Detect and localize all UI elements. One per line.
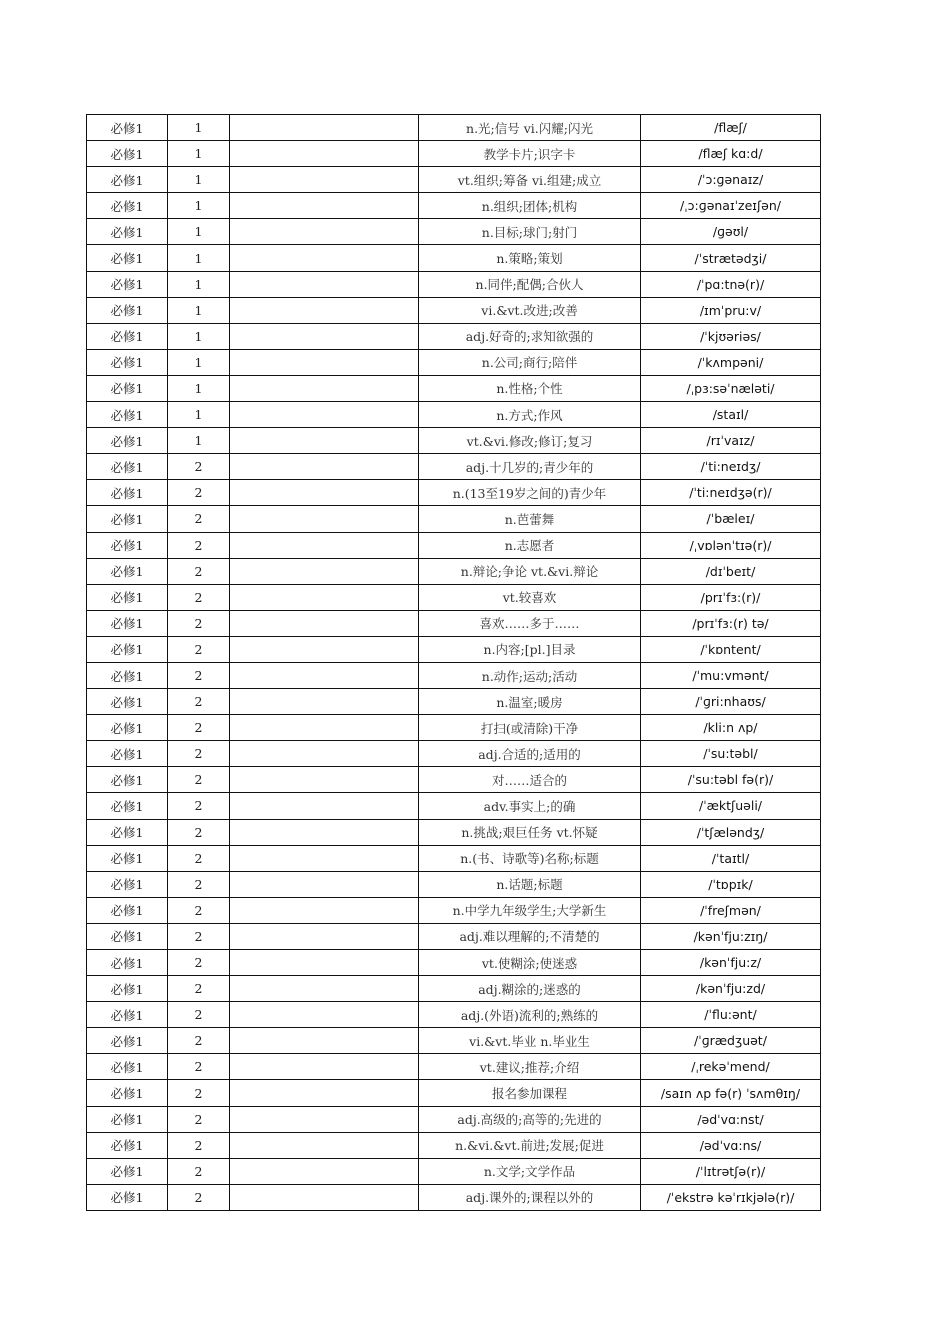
unit-cell: 2 bbox=[168, 793, 230, 819]
unit-cell: 2 bbox=[168, 976, 230, 1002]
vocabulary-table-body bbox=[87, 115, 821, 1211]
book-cell: 必修1 bbox=[87, 1002, 168, 1028]
book-cell: 必修1 bbox=[87, 349, 168, 375]
word-cell bbox=[230, 141, 419, 167]
word-cell bbox=[230, 897, 419, 923]
unit-cell: 2 bbox=[168, 897, 230, 923]
table-row bbox=[87, 1080, 821, 1106]
book-cell: 必修1 bbox=[87, 871, 168, 897]
phonetic-cell: /ˈɡrædʒuət/ bbox=[641, 1028, 821, 1054]
table-row bbox=[87, 1158, 821, 1184]
phonetic-cell: /ˈkɒntent/ bbox=[641, 636, 821, 662]
word-cell bbox=[230, 1028, 419, 1054]
table-row bbox=[87, 767, 821, 793]
meaning-cell: n.性格;个性 bbox=[419, 375, 641, 401]
book-cell: 必修1 bbox=[87, 689, 168, 715]
meaning-cell: n.内容;[pl.]目录 bbox=[419, 636, 641, 662]
meaning-cell: n.目标;球门;射门 bbox=[419, 219, 641, 245]
book-cell: 必修1 bbox=[87, 584, 168, 610]
meaning-cell: 对……适合的 bbox=[419, 767, 641, 793]
book-cell: 必修1 bbox=[87, 323, 168, 349]
meaning-cell: n.话题;标题 bbox=[419, 871, 641, 897]
phonetic-cell: /ˈsu:təbl/ bbox=[641, 741, 821, 767]
book-cell: 必修1 bbox=[87, 636, 168, 662]
book-cell: 必修1 bbox=[87, 1158, 168, 1184]
table-row bbox=[87, 271, 821, 297]
table-row bbox=[87, 662, 821, 688]
unit-cell: 2 bbox=[168, 636, 230, 662]
table-row bbox=[87, 297, 821, 323]
book-cell: 必修1 bbox=[87, 141, 168, 167]
phonetic-cell: /ˈtaɪtl/ bbox=[641, 845, 821, 871]
word-cell bbox=[230, 428, 419, 454]
word-cell bbox=[230, 297, 419, 323]
unit-cell: 2 bbox=[168, 506, 230, 532]
vocabulary-table bbox=[86, 114, 821, 1211]
phonetic-cell: /ˈti:neɪdʒə(r)/ bbox=[641, 480, 821, 506]
phonetic-cell: /saɪn ʌp fə(r) ˈsʌmθɪŋ/ bbox=[641, 1080, 821, 1106]
meaning-cell: adj.难以理解的;不清楚的 bbox=[419, 923, 641, 949]
meaning-cell: n.芭蕾舞 bbox=[419, 506, 641, 532]
unit-cell: 1 bbox=[168, 402, 230, 428]
book-cell: 必修1 bbox=[87, 976, 168, 1002]
unit-cell: 2 bbox=[168, 532, 230, 558]
meaning-cell: adj.十几岁的;青少年的 bbox=[419, 454, 641, 480]
phonetic-cell: /kənˈfju:zd/ bbox=[641, 976, 821, 1002]
meaning-cell: 教学卡片;识字卡 bbox=[419, 141, 641, 167]
meaning-cell: n.光;信号 vi.闪耀;闪光 bbox=[419, 115, 641, 141]
unit-cell: 2 bbox=[168, 558, 230, 584]
table-row bbox=[87, 793, 821, 819]
book-cell: 必修1 bbox=[87, 610, 168, 636]
unit-cell: 2 bbox=[168, 610, 230, 636]
unit-cell: 1 bbox=[168, 297, 230, 323]
unit-cell: 2 bbox=[168, 1080, 230, 1106]
word-cell bbox=[230, 1106, 419, 1132]
unit-cell: 2 bbox=[168, 1184, 230, 1210]
table-row bbox=[87, 715, 821, 741]
phonetic-cell: /ˈtɒpɪk/ bbox=[641, 871, 821, 897]
table-row bbox=[87, 897, 821, 923]
table-row bbox=[87, 323, 821, 349]
phonetic-cell: /ˌvɒlənˈtɪə(r)/ bbox=[641, 532, 821, 558]
meaning-cell: adj.合适的;适用的 bbox=[419, 741, 641, 767]
unit-cell: 2 bbox=[168, 1106, 230, 1132]
phonetic-cell: /ˈfreʃmən/ bbox=[641, 897, 821, 923]
phonetic-cell: /flæʃ/ bbox=[641, 115, 821, 141]
book-cell: 必修1 bbox=[87, 167, 168, 193]
word-cell bbox=[230, 1158, 419, 1184]
phonetic-cell: /ˈtʃæləndʒ/ bbox=[641, 819, 821, 845]
table-row bbox=[87, 1028, 821, 1054]
phonetic-cell: /ˈkjʊəriəs/ bbox=[641, 323, 821, 349]
meaning-cell: n.动作;运动;活动 bbox=[419, 662, 641, 688]
phonetic-cell: /staɪl/ bbox=[641, 402, 821, 428]
phonetic-cell: /ˈmu:vmənt/ bbox=[641, 662, 821, 688]
table-row bbox=[87, 558, 821, 584]
word-cell bbox=[230, 1132, 419, 1158]
table-row bbox=[87, 454, 821, 480]
word-cell bbox=[230, 375, 419, 401]
table-row bbox=[87, 1184, 821, 1210]
meaning-cell: n.辩论;争论 vt.&vi.辩论 bbox=[419, 558, 641, 584]
book-cell: 必修1 bbox=[87, 741, 168, 767]
book-cell: 必修1 bbox=[87, 793, 168, 819]
unit-cell: 1 bbox=[168, 141, 230, 167]
book-cell: 必修1 bbox=[87, 115, 168, 141]
phonetic-cell: /kənˈfju:z/ bbox=[641, 950, 821, 976]
table-row bbox=[87, 375, 821, 401]
unit-cell: 1 bbox=[168, 219, 230, 245]
table-row bbox=[87, 480, 821, 506]
phonetic-cell: /prɪˈfɜ:(r)/ bbox=[641, 584, 821, 610]
book-cell: 必修1 bbox=[87, 1106, 168, 1132]
book-cell: 必修1 bbox=[87, 897, 168, 923]
phonetic-cell: /ədˈvɑ:ns/ bbox=[641, 1132, 821, 1158]
unit-cell: 2 bbox=[168, 871, 230, 897]
table-row bbox=[87, 741, 821, 767]
table-row bbox=[87, 1002, 821, 1028]
unit-cell: 1 bbox=[168, 375, 230, 401]
book-cell: 必修1 bbox=[87, 454, 168, 480]
table-row bbox=[87, 950, 821, 976]
book-cell: 必修1 bbox=[87, 245, 168, 271]
word-cell bbox=[230, 845, 419, 871]
phonetic-cell: /ˈsu:təbl fə(r)/ bbox=[641, 767, 821, 793]
phonetic-cell: /ɪmˈpru:v/ bbox=[641, 297, 821, 323]
table-row bbox=[87, 428, 821, 454]
unit-cell: 2 bbox=[168, 689, 230, 715]
meaning-cell: vt.使糊涂;使迷惑 bbox=[419, 950, 641, 976]
unit-cell: 1 bbox=[168, 167, 230, 193]
word-cell bbox=[230, 793, 419, 819]
meaning-cell: n.(13至19岁之间的)青少年 bbox=[419, 480, 641, 506]
table-row bbox=[87, 1132, 821, 1158]
meaning-cell: n.组织;团体;机构 bbox=[419, 193, 641, 219]
phonetic-cell: /flæʃ kɑ:d/ bbox=[641, 141, 821, 167]
table-row bbox=[87, 923, 821, 949]
unit-cell: 1 bbox=[168, 349, 230, 375]
phonetic-cell: /kli:n ʌp/ bbox=[641, 715, 821, 741]
phonetic-cell: /ədˈvɑ:nst/ bbox=[641, 1106, 821, 1132]
word-cell bbox=[230, 558, 419, 584]
word-cell bbox=[230, 454, 419, 480]
book-cell: 必修1 bbox=[87, 923, 168, 949]
table-row bbox=[87, 193, 821, 219]
meaning-cell: n.(书、诗歌等)名称;标题 bbox=[419, 845, 641, 871]
unit-cell: 1 bbox=[168, 323, 230, 349]
unit-cell: 2 bbox=[168, 1132, 230, 1158]
table-row bbox=[87, 689, 821, 715]
phonetic-cell: /ˌrekəˈmend/ bbox=[641, 1054, 821, 1080]
table-row bbox=[87, 115, 821, 141]
word-cell bbox=[230, 349, 419, 375]
word-cell bbox=[230, 1080, 419, 1106]
meaning-cell: vt.建议;推荐;介绍 bbox=[419, 1054, 641, 1080]
book-cell: 必修1 bbox=[87, 1054, 168, 1080]
table-row bbox=[87, 819, 821, 845]
unit-cell: 2 bbox=[168, 950, 230, 976]
meaning-cell: n.方式;作风 bbox=[419, 402, 641, 428]
word-cell bbox=[230, 219, 419, 245]
phonetic-cell: /ˈekstrə kəˈrɪkjələ(r)/ bbox=[641, 1184, 821, 1210]
unit-cell: 1 bbox=[168, 115, 230, 141]
word-cell bbox=[230, 1002, 419, 1028]
word-cell bbox=[230, 323, 419, 349]
meaning-cell: vt.较喜欢 bbox=[419, 584, 641, 610]
table-row bbox=[87, 141, 821, 167]
phonetic-cell: /ˈbæleɪ/ bbox=[641, 506, 821, 532]
word-cell bbox=[230, 741, 419, 767]
book-cell: 必修1 bbox=[87, 375, 168, 401]
meaning-cell: 打扫(或清除)干净 bbox=[419, 715, 641, 741]
table-row bbox=[87, 402, 821, 428]
word-cell bbox=[230, 767, 419, 793]
unit-cell: 1 bbox=[168, 245, 230, 271]
word-cell bbox=[230, 245, 419, 271]
book-cell: 必修1 bbox=[87, 558, 168, 584]
unit-cell: 2 bbox=[168, 741, 230, 767]
word-cell bbox=[230, 950, 419, 976]
book-cell: 必修1 bbox=[87, 715, 168, 741]
meaning-cell: n.挑战;艰巨任务 vt.怀疑 bbox=[419, 819, 641, 845]
phonetic-cell: /ˈflu:ənt/ bbox=[641, 1002, 821, 1028]
meaning-cell: vi.&vt.毕业 n.毕业生 bbox=[419, 1028, 641, 1054]
meaning-cell: n.志愿者 bbox=[419, 532, 641, 558]
phonetic-cell: /ˌpɜ:səˈnæləti/ bbox=[641, 375, 821, 401]
word-cell bbox=[230, 976, 419, 1002]
word-cell bbox=[230, 167, 419, 193]
word-cell bbox=[230, 271, 419, 297]
meaning-cell: adj.好奇的;求知欲强的 bbox=[419, 323, 641, 349]
meaning-cell: 报名参加课程 bbox=[419, 1080, 641, 1106]
word-cell bbox=[230, 715, 419, 741]
meaning-cell: vi.&vt.改进;改善 bbox=[419, 297, 641, 323]
phonetic-cell: /ˈlɪtrətʃə(r)/ bbox=[641, 1158, 821, 1184]
table-row bbox=[87, 532, 821, 558]
book-cell: 必修1 bbox=[87, 532, 168, 558]
phonetic-cell: /ˈkʌmpəni/ bbox=[641, 349, 821, 375]
unit-cell: 2 bbox=[168, 662, 230, 688]
book-cell: 必修1 bbox=[87, 1028, 168, 1054]
table-row bbox=[87, 349, 821, 375]
meaning-cell: adj.糊涂的;迷惑的 bbox=[419, 976, 641, 1002]
phonetic-cell: /ˌɔ:ɡənaɪˈzeɪʃən/ bbox=[641, 193, 821, 219]
unit-cell: 2 bbox=[168, 1002, 230, 1028]
unit-cell: 2 bbox=[168, 1028, 230, 1054]
word-cell bbox=[230, 636, 419, 662]
table-row bbox=[87, 871, 821, 897]
book-cell: 必修1 bbox=[87, 1080, 168, 1106]
unit-cell: 1 bbox=[168, 193, 230, 219]
phonetic-cell: /ɡəʊl/ bbox=[641, 219, 821, 245]
book-cell: 必修1 bbox=[87, 428, 168, 454]
meaning-cell: n.公司;商行;陪伴 bbox=[419, 349, 641, 375]
word-cell bbox=[230, 689, 419, 715]
unit-cell: 2 bbox=[168, 480, 230, 506]
book-cell: 必修1 bbox=[87, 1132, 168, 1158]
word-cell bbox=[230, 1184, 419, 1210]
unit-cell: 2 bbox=[168, 1054, 230, 1080]
meaning-cell: adj.(外语)流利的;熟练的 bbox=[419, 1002, 641, 1028]
table-row bbox=[87, 845, 821, 871]
unit-cell: 2 bbox=[168, 767, 230, 793]
unit-cell: 2 bbox=[168, 454, 230, 480]
book-cell: 必修1 bbox=[87, 662, 168, 688]
word-cell bbox=[230, 584, 419, 610]
phonetic-cell: /ˈti:neɪdʒ/ bbox=[641, 454, 821, 480]
phonetic-cell: /kənˈfju:zɪŋ/ bbox=[641, 923, 821, 949]
phonetic-cell: /ˈɡri:nhaʊs/ bbox=[641, 689, 821, 715]
book-cell: 必修1 bbox=[87, 506, 168, 532]
unit-cell: 2 bbox=[168, 584, 230, 610]
word-cell bbox=[230, 819, 419, 845]
word-cell bbox=[230, 662, 419, 688]
book-cell: 必修1 bbox=[87, 1184, 168, 1210]
phonetic-cell: /ˈɔ:ɡənaɪz/ bbox=[641, 167, 821, 193]
book-cell: 必修1 bbox=[87, 767, 168, 793]
meaning-cell: n.同伴;配偶;合伙人 bbox=[419, 271, 641, 297]
word-cell bbox=[230, 610, 419, 636]
table-row bbox=[87, 976, 821, 1002]
table-row bbox=[87, 245, 821, 271]
unit-cell: 1 bbox=[168, 271, 230, 297]
unit-cell: 2 bbox=[168, 923, 230, 949]
meaning-cell: n.温室;暖房 bbox=[419, 689, 641, 715]
table-row bbox=[87, 1054, 821, 1080]
book-cell: 必修1 bbox=[87, 219, 168, 245]
unit-cell: 2 bbox=[168, 1158, 230, 1184]
word-cell bbox=[230, 506, 419, 532]
meaning-cell: adj.高级的;高等的;先进的 bbox=[419, 1106, 641, 1132]
word-cell bbox=[230, 871, 419, 897]
unit-cell: 2 bbox=[168, 819, 230, 845]
word-cell bbox=[230, 115, 419, 141]
meaning-cell: vt.组织;筹备 vi.组建;成立 bbox=[419, 167, 641, 193]
table-row bbox=[87, 506, 821, 532]
unit-cell: 2 bbox=[168, 845, 230, 871]
word-cell bbox=[230, 193, 419, 219]
phonetic-cell: /ˈæktʃuəli/ bbox=[641, 793, 821, 819]
phonetic-cell: /ˈstrætədʒi/ bbox=[641, 245, 821, 271]
table-row bbox=[87, 219, 821, 245]
word-cell bbox=[230, 402, 419, 428]
table-row bbox=[87, 584, 821, 610]
word-cell bbox=[230, 532, 419, 558]
book-cell: 必修1 bbox=[87, 480, 168, 506]
meaning-cell: adj.课外的;课程以外的 bbox=[419, 1184, 641, 1210]
word-cell bbox=[230, 480, 419, 506]
meaning-cell: n.策略;策划 bbox=[419, 245, 641, 271]
meaning-cell: adv.事实上;的确 bbox=[419, 793, 641, 819]
meaning-cell: n.文学;文学作品 bbox=[419, 1158, 641, 1184]
unit-cell: 2 bbox=[168, 715, 230, 741]
phonetic-cell: /rɪˈvaɪz/ bbox=[641, 428, 821, 454]
meaning-cell: 喜欢……多于…… bbox=[419, 610, 641, 636]
phonetic-cell: /dɪˈbeɪt/ bbox=[641, 558, 821, 584]
book-cell: 必修1 bbox=[87, 297, 168, 323]
book-cell: 必修1 bbox=[87, 845, 168, 871]
meaning-cell: n.&vi.&vt.前进;发展;促进 bbox=[419, 1132, 641, 1158]
phonetic-cell: /prɪˈfɜ:(r) tə/ bbox=[641, 610, 821, 636]
table-row bbox=[87, 167, 821, 193]
table-row bbox=[87, 1106, 821, 1132]
table-row bbox=[87, 610, 821, 636]
table-row bbox=[87, 636, 821, 662]
book-cell: 必修1 bbox=[87, 193, 168, 219]
unit-cell: 1 bbox=[168, 428, 230, 454]
word-cell bbox=[230, 923, 419, 949]
book-cell: 必修1 bbox=[87, 950, 168, 976]
meaning-cell: vt.&vi.修改;修订;复习 bbox=[419, 428, 641, 454]
book-cell: 必修1 bbox=[87, 271, 168, 297]
word-cell bbox=[230, 1054, 419, 1080]
book-cell: 必修1 bbox=[87, 819, 168, 845]
book-cell: 必修1 bbox=[87, 402, 168, 428]
meaning-cell: n.中学九年级学生;大学新生 bbox=[419, 897, 641, 923]
phonetic-cell: /ˈpɑ:tnə(r)/ bbox=[641, 271, 821, 297]
